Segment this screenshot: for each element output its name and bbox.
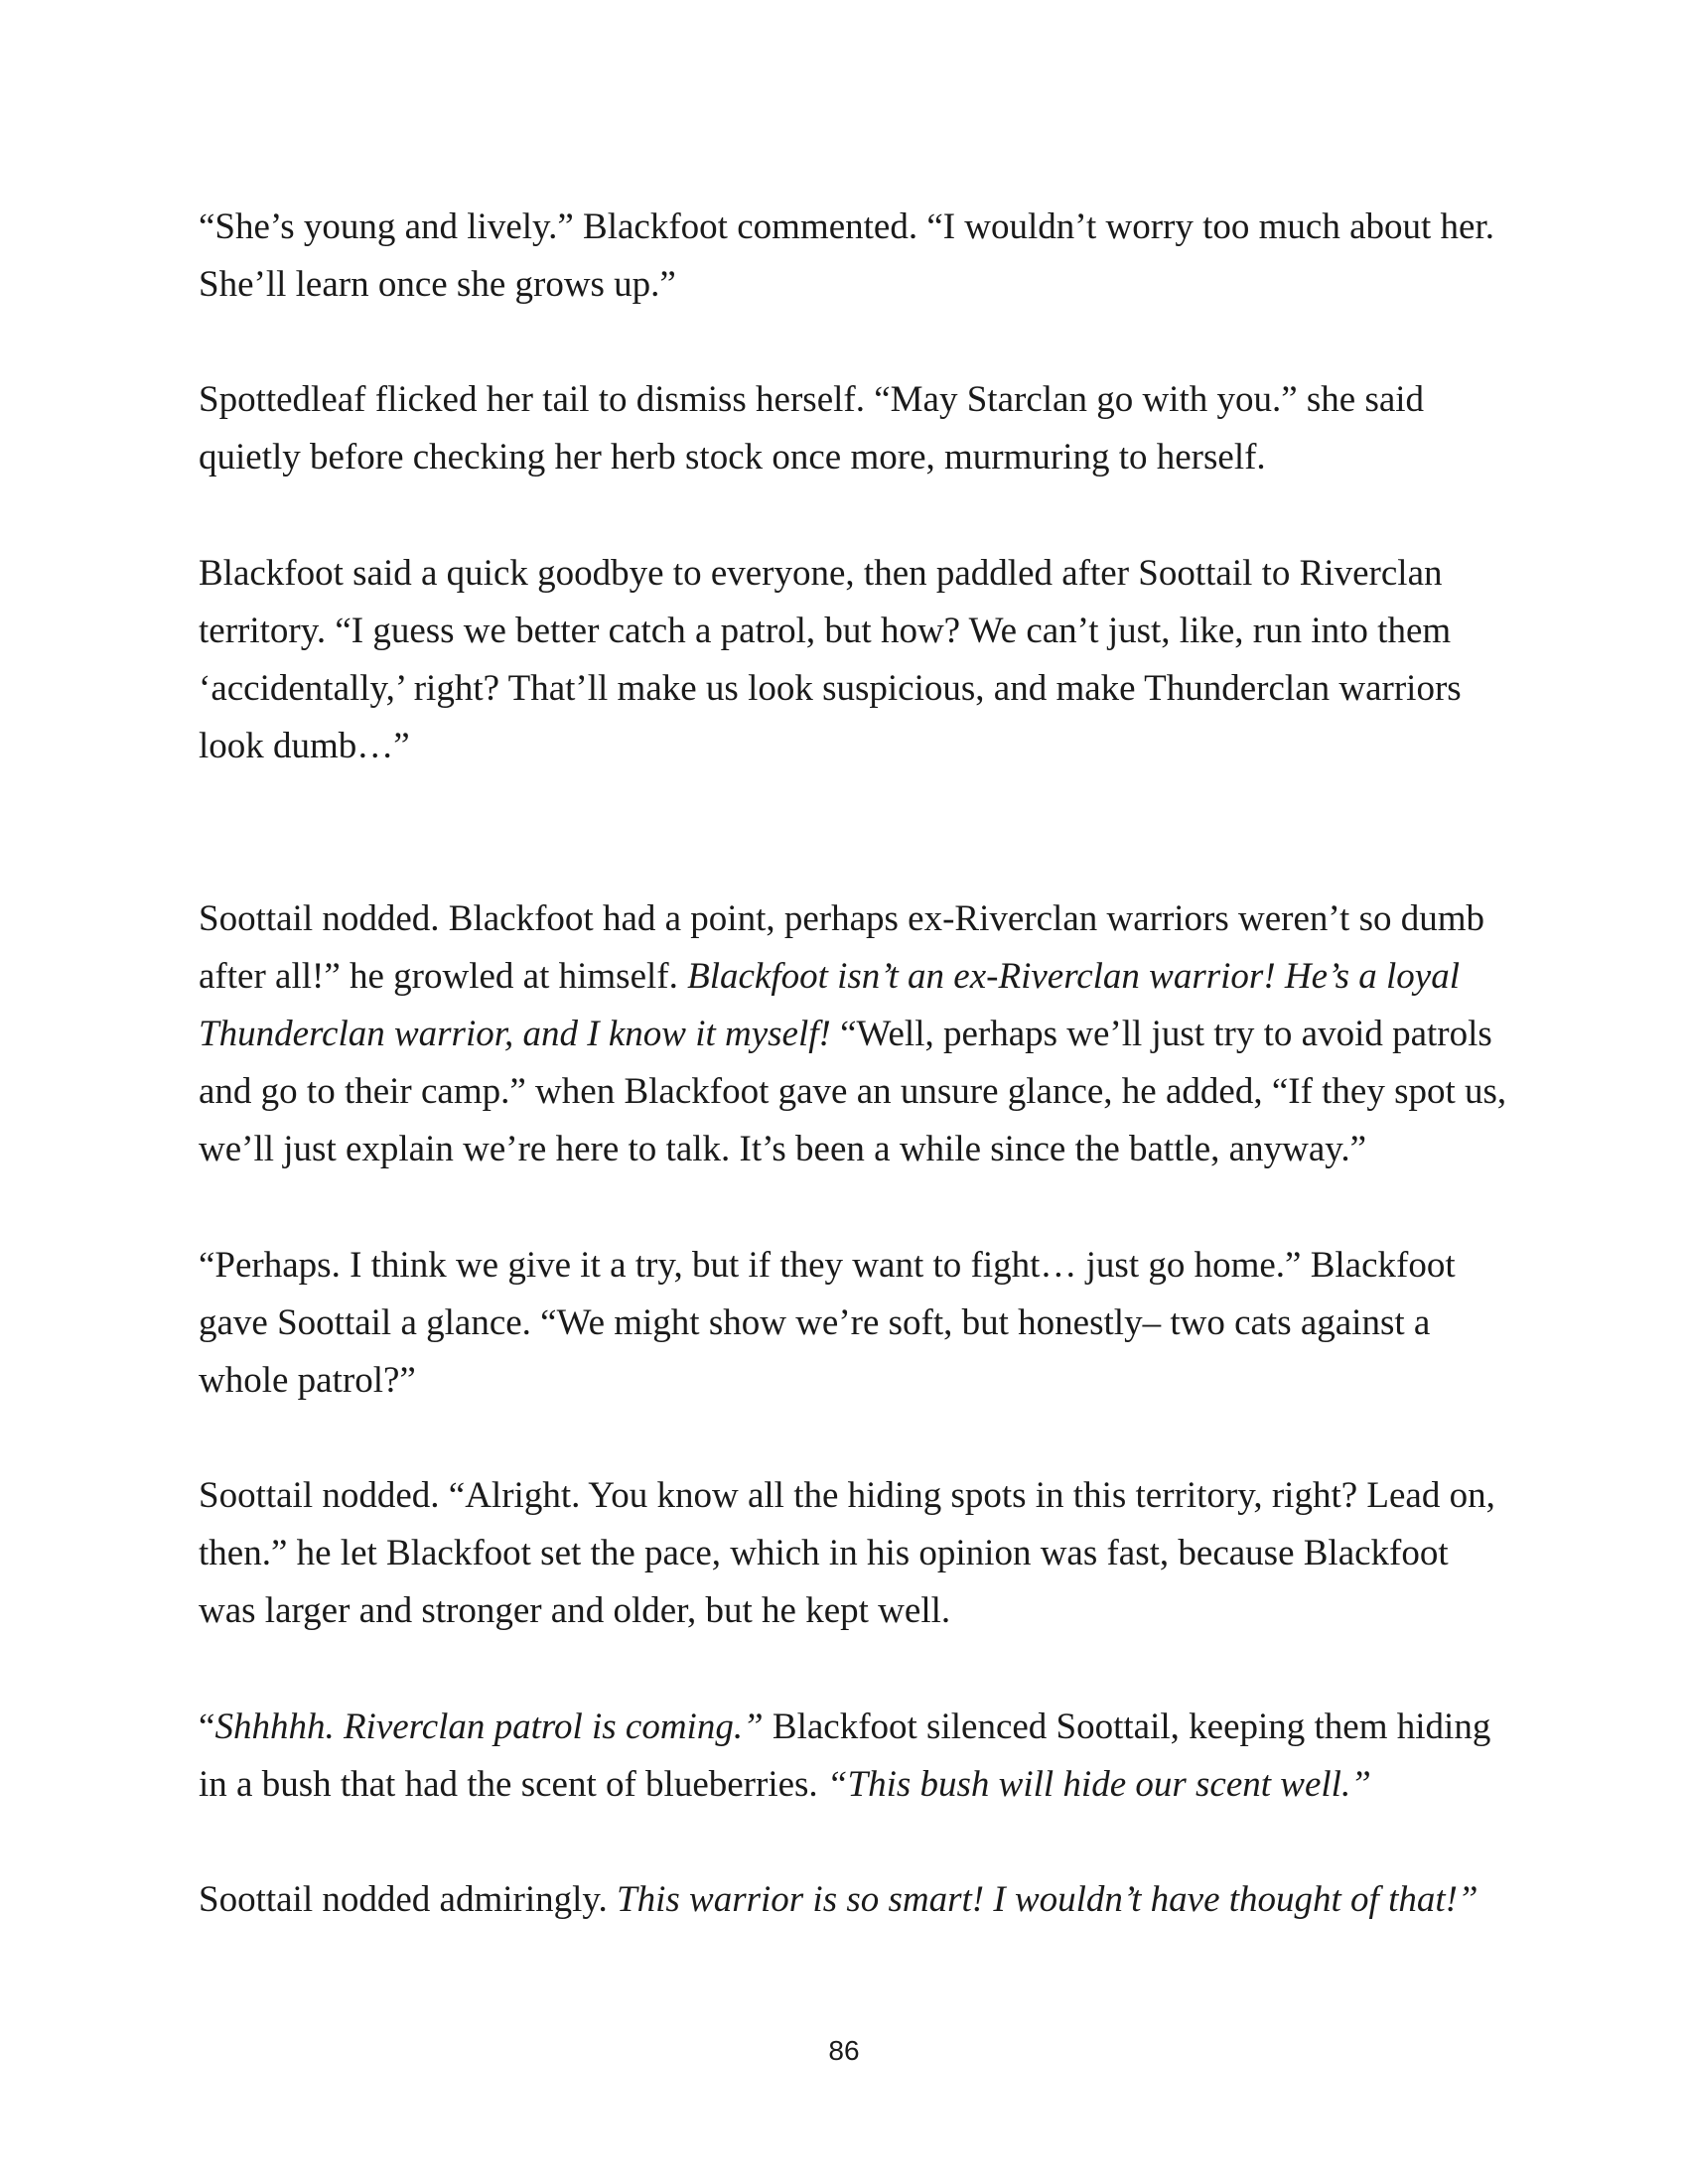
paragraph-7-open-quote: “ (199, 1706, 215, 1747)
paragraph-7-text: Blackfoot silenced Soottail, keeping them hiding in a bush that had the scent of blueberries. (199, 1706, 1491, 1805)
paragraph-6 (199, 1467, 1509, 1640)
paragraph-1 (199, 199, 1509, 314)
paragraph-4-text-b: “Well, perhaps we’ll just try to avoid patrols and go to their camp.” when Blackfoot gave an unsure glance, he added, “If they spot us, we’ll just explain we’re here to talk. It’s been a while since the battle, anyway.” (199, 1014, 1507, 1169)
paragraph-3 (199, 545, 1509, 775)
paragraph-4-italic-thought: Blackfoot isn’t an ex-Riverclan warrior! He’s a loyal Thunderclan warrior, and I know it myself! (199, 956, 1460, 1054)
paragraph-6-text: Soottail nodded. “Alright. You know all the hiding spots in this territory, right? Lead on, then.” he let Blackfoot set the pace, which in his opinion was fast, because Blackfoot was larger and stronger and older, but he kept well. (199, 1475, 1495, 1631)
paragraph-3-text: Blackfoot said a quick goodbye to everyone, then paddled after Soottail to Riverclan territory. “I guess we better catch a patrol, but how? We can’t just, like, run into them ‘accidentally,’ right? That’ll make us look suspicious, and make Thunderclan warriors look dumb…” (199, 553, 1462, 766)
paragraph-5 (199, 1237, 1509, 1410)
paragraph-7 (199, 1699, 1509, 1814)
paragraph-2 (199, 371, 1509, 486)
paragraph-2-text: Spottedleaf flicked her tail to dismiss herself. “May Starclan go with you.” she said quietly before checking her herb stock once more, murmuring to herself. (199, 379, 1425, 478)
paragraph-8-italic-thought: This warrior is so smart! I wouldn’t have thought of that!” (617, 1879, 1478, 1920)
paragraph-5-text: “Perhaps. I think we give it a try, but if they want to fight… just go home.” Blackfoot gave Soottail a glance. “We might show we’re soft, but honestly– two cats against a whole patrol?” (199, 1245, 1456, 1401)
paragraph-8-text: Soottail nodded admiringly. (199, 1879, 618, 1920)
paragraph-7-italic-whisper: Shhhhh. Riverclan patrol is coming.” (214, 1706, 764, 1747)
paragraph-4-text-a: Soottail nodded. Blackfoot had a point, perhaps ex-Riverclan warriors weren’t so dumb after all!” he growled at himself. (199, 898, 1485, 997)
paragraph-8 (199, 1871, 1509, 1929)
paragraph-1-text: “She’s young and lively.” Blackfoot commented. “I wouldn’t worry too much about her. She’ll learn once she grows up.” (199, 206, 1494, 305)
paragraph-7-italic-speech: “This bush will hide our scent well.” (826, 1764, 1371, 1805)
paragraph-4 (199, 890, 1509, 1178)
page-number: 86 (828, 2035, 860, 2066)
